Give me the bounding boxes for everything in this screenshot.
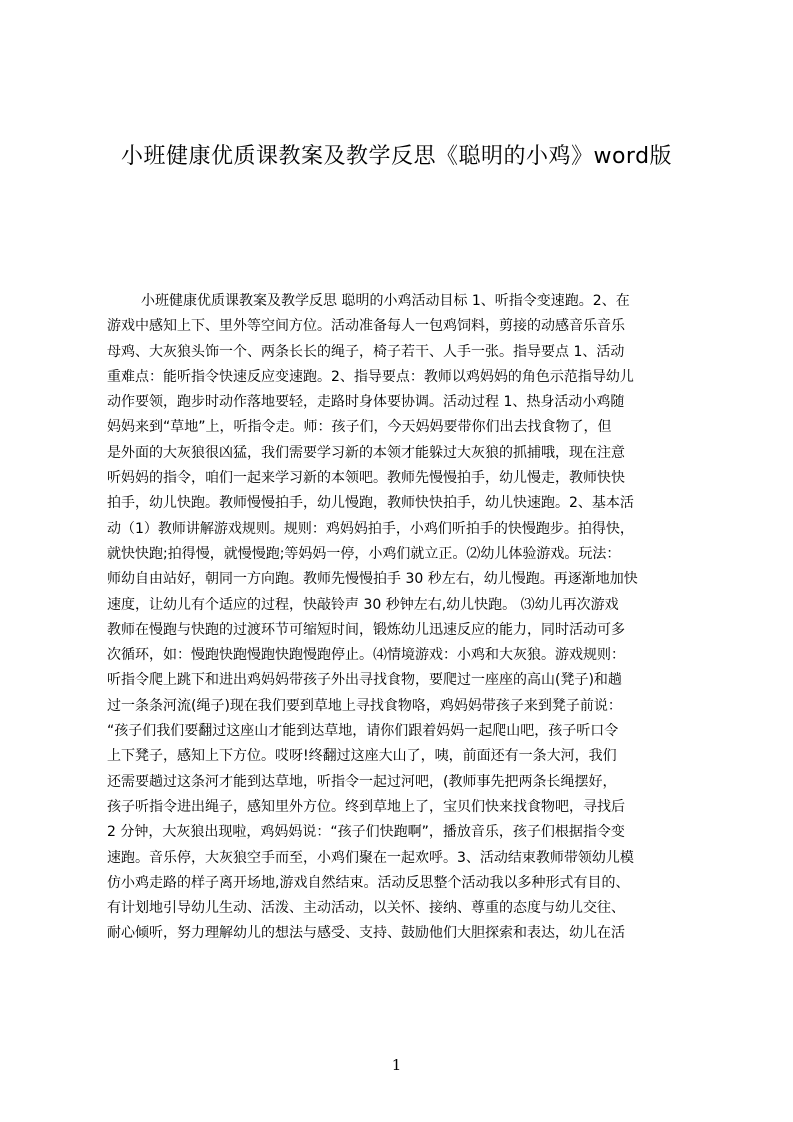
body-line: 速跑。音乐停，大灰狼空手而至，小鸡们聚在一起欢呼。3、活动结束教师带领幼儿模 bbox=[107, 849, 634, 866]
page-title: 小班健康优质课教案及教学反思《聪明的小鸡》word版 bbox=[120, 144, 673, 169]
body-line: 孩子听指令进出绳子，感知里外方位。终到草地上了，宝贝们快来找食物吧，寻找后 bbox=[107, 798, 625, 815]
body-line: 游戏中感知上下、里外等空间方位。活动准备每人一包鸡饲料，剪接的动感音乐音乐 bbox=[107, 318, 625, 335]
body-line: 听指令爬上跳下和进出鸡妈妈带孩子外出寻找食物，要爬过一座座的高山(凳子)和趟 bbox=[107, 672, 622, 689]
body-line: 是外面的大灰狼很凶猛，我们需要学习新的本领才能躲过大灰狼的抓捕哦，现在注意 bbox=[107, 444, 625, 461]
body-line: 还需要趟过这条河才能到达草地，听指令一起过河吧，(教师事先把两条长绳摆好， bbox=[107, 773, 617, 790]
body-line: “孩子们我们要翻过这座山才能到达草地，请你们跟着妈妈一起爬山吧，孩子听口令 bbox=[107, 723, 619, 740]
body-line: 师幼自由站好，朝同一方向跑。教师先慢慢拍手 30 秒左右，幼儿慢跑。再逐渐地加快 bbox=[107, 571, 638, 588]
body-line: 妈妈来到“草地”上，听指令走。师：孩子们，今天妈妈要带你们出去找食物了，但 bbox=[107, 419, 612, 436]
body-line: 2 分钟，大灰狼出现啦，鸡妈妈说：“孩子们快跑啊”，播放音乐，孩子们根据指令变 bbox=[107, 824, 625, 841]
body-line: 动作要领，跑步时动作落地要轻，走路时身体要协调。活动过程 1、热身活动小鸡随 bbox=[107, 394, 625, 411]
body-line: 上下凳子，感知上下方位。哎呀!终翻过这座大山了，咦，前面还有一条大河，我们 bbox=[107, 748, 617, 765]
body-line: 拍手，幼儿快跑。教师慢慢拍手，幼儿慢跑，教师快快拍手，幼儿快速跑。2、基本活 bbox=[107, 495, 634, 512]
body-line: 有计划地引导幼儿生动、活泼、主动活动，以关怀、接纳、尊重的态度与幼儿交往、 bbox=[107, 900, 625, 917]
body-line: 过一条条河流(绳子)现在我们要到草地上寻找食物咯，鸡妈妈带孩子来到凳子前说： bbox=[107, 697, 622, 714]
body-line: 母鸡、大灰狼头饰一个、两条长长的绳子，椅子若干、人手一张。指导要点 1、活动 bbox=[107, 343, 625, 360]
body-line: 速度，让幼儿有个适应的过程，快敲铃声 30 秒钟左右,幼儿快跑。 ⑶幼儿再次游戏 bbox=[107, 596, 619, 613]
body-line: 重难点：能听指令快速反应变速跑。2、指导要点：教师以鸡妈妈的角色示范指导幼儿 bbox=[107, 368, 634, 385]
body-line: 教师在慢跑与快跑的过渡环节可缩短时间，锻炼幼儿迅速反应的能力，同时活动可多 bbox=[107, 621, 625, 638]
body-line: 次循环，如：慢跑快跑慢跑快跑慢跑停止。⑷情境游戏：小鸡和大灰狼。游戏规则： bbox=[107, 647, 625, 664]
body-line: 动（1）教师讲解游戏规则。规则：鸡妈妈拍手，小鸡们听拍手的快慢跑步。拍得快， bbox=[107, 520, 634, 537]
body-line: 听妈妈的指令，咱们一起来学习新的本领吧。教师先慢慢拍手，幼儿慢走，教师快快 bbox=[107, 470, 625, 487]
body-line: 仿小鸡走路的样子离开场地,游戏自然结束。活动反思整个活动我以多种形式有目的、 bbox=[107, 874, 630, 891]
page-number: 1 bbox=[391, 1056, 402, 1074]
body-line: 小班健康优质课教案及教学反思 聪明的小鸡活动目标 1、听指令变速跑。2、在 bbox=[141, 293, 630, 309]
body-text bbox=[107, 289, 698, 942]
body-line: 就快快跑;拍得慢，就慢慢跑;等妈妈一停，小鸡们就立正。⑵幼儿体验游戏。玩法： bbox=[107, 545, 621, 562]
body-line: 耐心倾听，努力理解幼儿的想法与感受、支持、鼓励他们大胆探索和表达，幼儿在活 bbox=[107, 925, 625, 942]
